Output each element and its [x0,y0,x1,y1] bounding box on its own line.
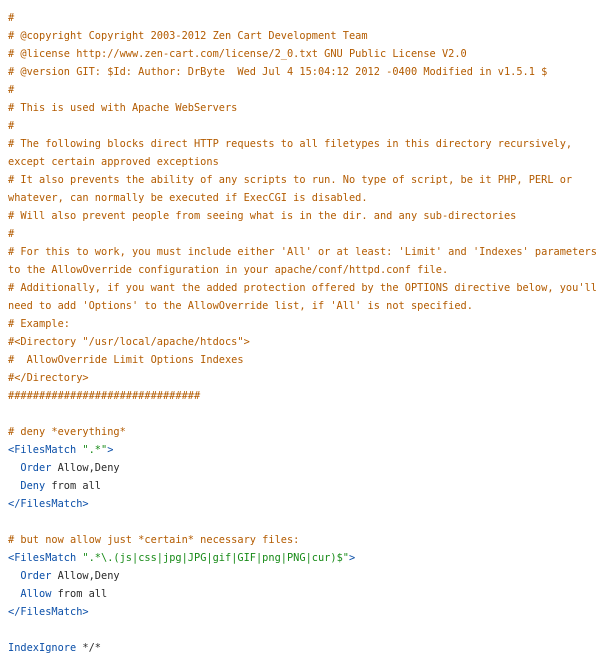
comment-text: # The following blocks direct HTTP requests to all filetypes in this directory recursively, [8,138,573,150]
code-line [8,261,600,279]
code-line [8,9,600,27]
code-line [8,99,600,117]
directive-keyword: Order [8,570,52,582]
comment-text: #</Directory> [8,372,89,384]
comment-text: # For this to work, you must include either 'All' or at least: 'Limit' and 'Indexes' parameters [8,246,597,258]
code-line [8,189,600,207]
code-line [8,279,600,297]
closing-tag: </FilesMatch> [8,606,89,618]
comment-text: # @copyright Copyright 2003-2012 Zen Cart Development Team [8,30,368,42]
code-line [8,351,600,369]
code-line [8,603,600,621]
code-line [8,117,600,135]
comment-text: # [8,228,15,240]
code-line [8,153,600,171]
code-line [8,207,600,225]
code-line [8,315,600,333]
code-line [8,567,600,585]
code-line [8,639,600,657]
comment-text: except certain approved exceptions [8,156,219,168]
comment-text: # AllowOverride Limit Options Indexes [8,354,244,366]
comment-text: # @version GIT: $Id: Author: DrByte Wed Jul 4 15:04:12 2012 -0400 Modified in v1.5.1 $ [8,66,548,78]
closing-tag: </FilesMatch> [8,498,89,510]
code-line [8,387,600,405]
directive-keyword: Order [8,462,52,474]
code-line [8,549,600,567]
code-line [8,621,600,639]
code-line [8,135,600,153]
code-line [8,333,600,351]
code-line [8,225,600,243]
code-line [8,297,600,315]
comment-text: ############################### [8,390,201,402]
comment-text: # Additionally, if you want the added protection offered by the OPTIONS directive below, you'll [8,282,597,294]
code-line [8,369,600,387]
code-line [8,81,600,99]
directive-value: Allow,Deny [51,462,120,474]
directive-keyword: Allow [8,588,52,600]
comment-text: # @license http://www.zen-cart.com/license/2_0.txt GNU Public License V2.0 [8,48,467,60]
code-line [8,459,600,477]
comment-text: # deny *everything* [8,426,126,438]
comment-text: whatever, can normally be executed if ExecCGI is disabled. [8,192,368,204]
comment-text: # Will also prevent people from seeing what is in the dir. and any sub-directories [8,210,517,222]
code-line [8,171,600,189]
comment-text: # [8,12,15,24]
code-line [8,423,600,441]
comment-text: # It also prevents the ability of any scripts to run. No type of script, be it PHP, PERL or [8,174,573,186]
comment-text: need to add 'Options' to the AllowOverride list, if 'All' is not specified. [8,300,473,312]
directive-value: from all [45,480,101,492]
code-line [8,45,600,63]
code-line [8,513,600,531]
directive-keyword: Deny [8,480,46,492]
tag-close: > [348,552,356,564]
code-line [8,405,600,423]
directive-value: Allow,Deny [51,570,120,582]
code-line [8,441,600,459]
tag-argument: ".*\.(js|css|jpg|JPG|gif|GIF|png|PNG|cur)$" [82,552,349,564]
tag-argument: ".*" [82,444,108,456]
code-line [8,585,600,603]
comment-text: # but now allow just *certain* necessary files: [8,534,300,546]
code-line [8,477,600,495]
code-line [8,531,600,549]
tag-close: > [107,444,114,456]
opening-tag: <FilesMatch [8,552,77,564]
directive-value: from all [51,588,108,600]
comment-text: to the AllowOverride configuration in your apache/conf/httpd.conf file. [8,264,449,276]
directive-value: */* [76,642,102,654]
directive-keyword: IndexIgnore [8,642,77,654]
comment-text: # [8,120,15,132]
opening-tag: <FilesMatch [8,444,77,456]
code-line [8,63,600,81]
comment-text: # [8,84,15,96]
code-line [8,27,600,45]
code-line [8,243,600,261]
code-line [8,495,600,513]
comment-text: # This is used with Apache WebServers [8,102,238,114]
comment-text: #<Directory "/usr/local/apache/htdocs"> [8,336,250,348]
comment-text: # Example: [8,318,70,330]
